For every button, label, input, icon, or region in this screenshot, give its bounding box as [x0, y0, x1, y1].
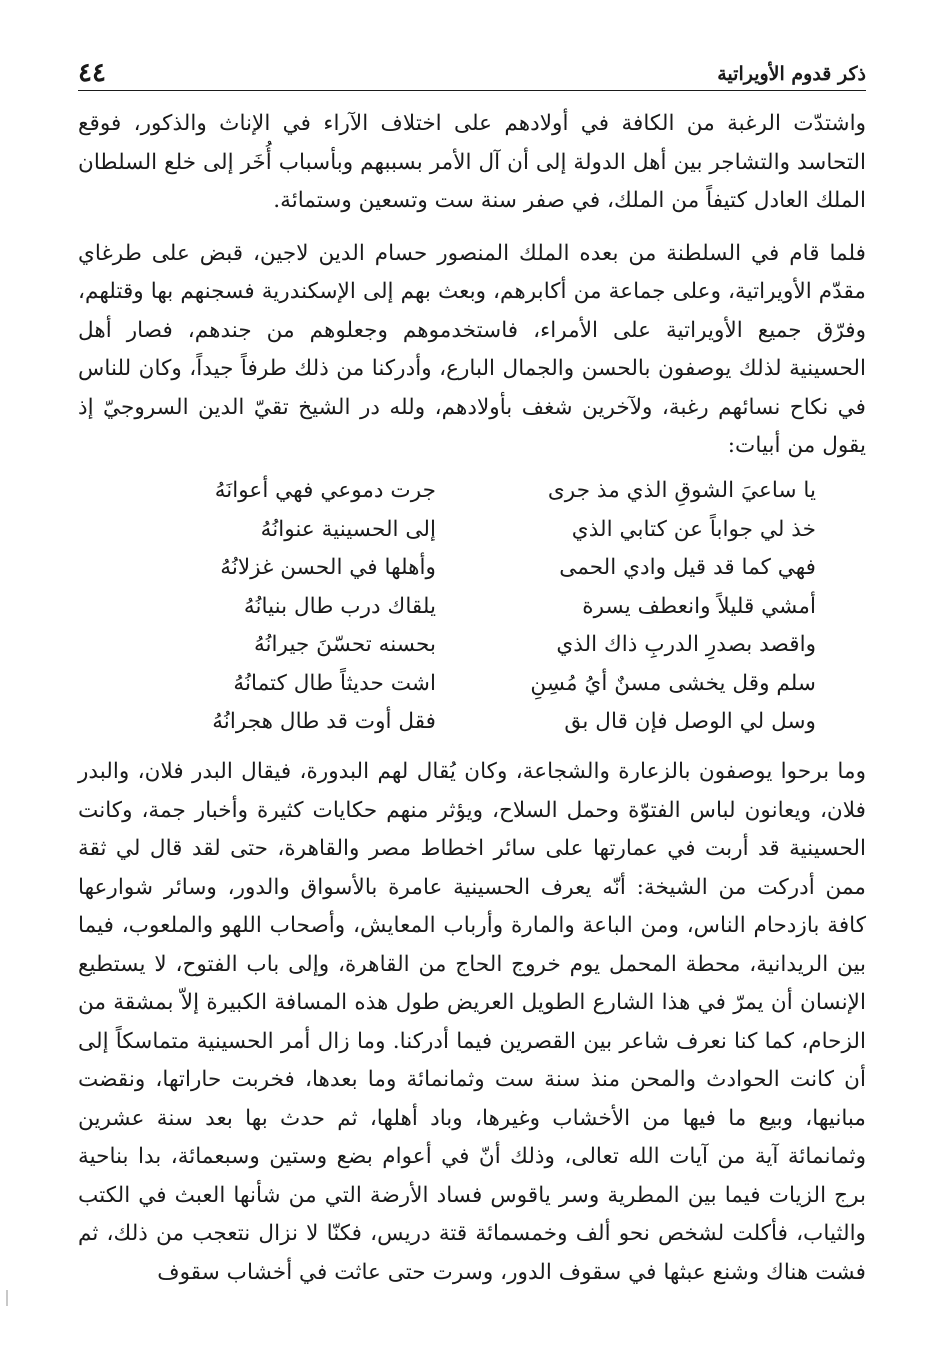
verse-first-hemistich: سلم وقل يخشى مسنٌ أيُ مُسِنِ — [530, 670, 816, 696]
scan-edge-mark — [6, 1290, 8, 1306]
paragraph: وما برحوا يوصفون بالزعارة والشجاعة، وكان يُقال لهم البدورة، فيقال البدر فلان، والبدر فلان، ويعانون لباس الفتوّة وحمل السلاح، ويؤثر منهم حكايات كثيرة وأخبار جمة، وكانت الحسينية قد أربت في عمارتها على سائر اخطاط مصر والقاهرة، حتى لقد قال لي ثقة ممن أدركت من الشيخة: أنّه يعرف الحسينية عامرة بالأسواق والدور، وسائر شوارعها كافة بازدحام الناس، ومن الباعة والمارة وأرباب المعايش، وأصحاب اللهو والملعوب، فيما بين الريدانية، محطة المحمل يوم خروج الحاج من القاهرة، وإلى باب الفتوح، لا يستطيع الإنسان أن يمرّ في هذا الشارع الطويل العريض طول هذه المسافة الكبيرة إلاّ بمشقة من الزحام، كما كنا نعرف شاعر بين القصرين فيما أدركنا. وما زال أمر الحسينية متماسكاً إلى أن كانت الحوادث والمحن منذ سنة ست وثمانمائة وما بعدها، فخربت حاراتها، ونقضت مبانيها، وبيع ما فيها من الأخشاب وغيرها، وباد أهلها، ثم حدث بها بعد سنة عشرين وثمانمائة آية من آيات الله تعالى، وذلك أنّ في أعوام بضع وستين وسبعمائة، بدا بناحية برج الزيات فيما بين المطرية وسر ياقوس فساد الأرضة التي من شأنها العبث في الكتب والثياب، فأكلت لشخص نحو ألف وخمسمائة قتة دريس، فكنّا لا نزال نتعجب من ذلك، ثم فشت هناك وشنع عبثها في سقوف الدور، وسرت حتى عاثت في أخشاب سقوف — [78, 759, 866, 1285]
poem-verse — [78, 549, 816, 588]
verse-first-hemistich: يا ساعيَ الشوقِ الذي مذ جرى — [547, 478, 816, 504]
verse-first-hemistich: خذ لي جواباً عن كتابي الذي — [571, 516, 816, 542]
book-page — [78, 48, 866, 1292]
verse-second-hemistich: فقل أوت قد طال هجرانُهُ — [212, 709, 436, 735]
poem-verse — [78, 626, 816, 665]
page-body — [78, 105, 866, 1292]
poem-verse — [78, 703, 816, 742]
poem-verse — [78, 664, 816, 703]
poem-verse — [78, 587, 816, 626]
verse-second-hemistich: وأهلها في الحسن غزلانُهُ — [220, 555, 436, 581]
poem-verse — [78, 472, 816, 511]
verse-second-hemistich: جرت دموعي فهي أعوانَهُ — [214, 478, 436, 504]
page-number: ٤٤ — [78, 58, 106, 88]
verse-second-hemistich: اشت حديثاً طال كتمانُهُ — [233, 670, 436, 696]
paragraph: واشتدّت الرغبة من الكافة في أولادهم على اختلاف الآراء في الإناث والذكور، فوقع التحاسد والتشاجر بين أهل الدولة إلى أن آل الأمر بسببهم وبأسباب أُخَر إلى خلع السلطان الملك العادل كتيفاً من الملك، في صفر سنة ست وتسعين وستمائة. — [78, 111, 866, 213]
verse-first-hemistich: وسل لي الوصل فإن قال بق — [564, 709, 816, 735]
poem — [78, 472, 866, 742]
paragraph: فلما قام في السلطنة من بعده الملك المنصور حسام الدين لاجين، قبض على طرغاي مقدّم الأويراتية، وعلى جماعة من أكابرهم، وبعث بهم إلى الإسكندرية فسجنهم بها وقتلهم، وفرّق جميع الأويراتية على الأمراء، فاستخدموهم وجعلوهم من جندهم، فصار أهل الحسينية لذلك يوصفون بالحسن والجمال البارع، وأدركنا من ذلك طرفاً جيداً، وكان للناس في نكاح نسائهم رغبة، ولآخرين شغف بأولادهم، ولله در الشيخ تقيّ الدين السروجيّ إذ يقول من أبيات: — [78, 240, 866, 458]
poem-verse — [78, 510, 816, 549]
page-header — [78, 48, 866, 91]
verse-first-hemistich: واقصد بصدرِ الدربِ ذاك الذي — [556, 632, 816, 658]
verse-second-hemistich: بحسنه تحسّنَ جيرانُهُ — [253, 632, 436, 658]
running-title: ذكر قدوم الأويراتية — [717, 63, 866, 85]
verse-first-hemistich: أمشي قليلاً وانعطف يسرة — [582, 593, 816, 619]
verse-first-hemistich: فهي كما قد قيل وادي الحمى — [559, 555, 816, 581]
verse-second-hemistich: إلى الحسينية عنوانُهُ — [260, 516, 436, 542]
verse-second-hemistich: يلقاك درب طال بنيانُهُ — [243, 593, 436, 619]
